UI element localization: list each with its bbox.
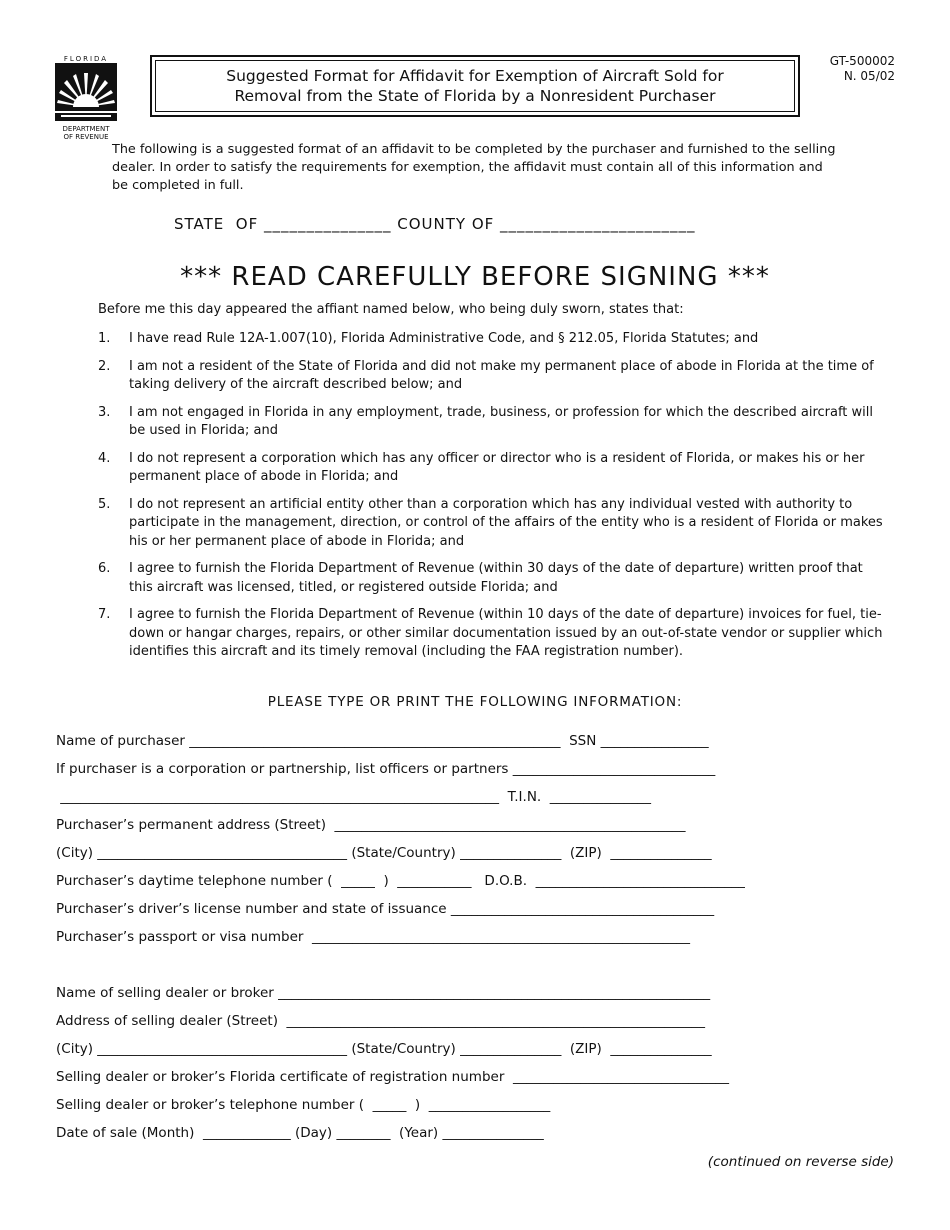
intro-paragraph: The following is a suggested format of an affidavit to be completed by the purchaser and furnished to the selling dealer. In order to satisfy the requirements for exemption, the affidavit must contain all of this information and be completed in full. xyxy=(112,142,836,193)
statement-number: 1. xyxy=(98,331,111,346)
dealer-address-field[interactable]: Address of selling dealer (Street) ______________________________________________________________ xyxy=(56,1013,706,1029)
purchaser-license-field[interactable]: Purchaser’s driver’s license number and state of issuance _______________________________________ xyxy=(56,901,715,917)
officers-tin-field[interactable]: _________________________________________________________________ T.I.N. _______________ xyxy=(56,789,652,805)
sale-date-field[interactable]: Date of sale (Month) _____________ (Day) ________ (Year) _______________ xyxy=(56,1125,544,1141)
statement-number: 5. xyxy=(98,496,111,512)
statement-item xyxy=(98,404,888,441)
form-number: GT-500002 xyxy=(829,54,895,68)
statement-number: 3. xyxy=(98,404,111,420)
statement-number: 4. xyxy=(98,450,111,466)
statement-text: I do not represent an artificial entity other than a corporation which has any individual vested with authority to participate in the management, direction, or control of the affairs of the entity who is a resident of Florida or makes his or her permanent place of abode in Florida; and xyxy=(129,496,883,549)
form-title-line2: Removal from the State of Florida by a Nonresident Purchaser xyxy=(234,87,716,105)
dealer-name-field[interactable]: Name of selling dealer or broker ________________________________________________________________ xyxy=(56,985,711,1001)
statement-text: I am not a resident of the State of Florida and did not make my permanent place of abode in Florida at the time of taking delivery of the aircraft described below; and xyxy=(129,358,874,392)
sunrise-icon xyxy=(55,63,117,121)
logo-dept-line2: OF REVENUE xyxy=(63,133,109,141)
dor-logo xyxy=(55,55,117,141)
purchaser-passport-field[interactable]: Purchaser’s passport or visa number ________________________________________________________ xyxy=(56,929,691,945)
form-title-box xyxy=(150,55,800,117)
spacer xyxy=(56,956,886,984)
statement-number: 2. xyxy=(98,358,111,374)
purchaser-city-field[interactable]: (City) _____________________________________ (State/Country) _______________ (ZIP) _______________ xyxy=(56,845,712,861)
statement-item xyxy=(98,358,888,395)
statement-item xyxy=(98,606,888,662)
form-title-line1: Suggested Format for Affidavit for Exemption of Aircraft Sold for xyxy=(226,67,724,85)
statement-item xyxy=(98,496,888,552)
statement-number: 6. xyxy=(98,561,111,576)
statement-item xyxy=(98,560,888,597)
dealer-cert-field[interactable]: Selling dealer or broker’s Florida certificate of registration number ________________________________ xyxy=(56,1069,729,1085)
statement-item xyxy=(98,450,888,487)
statement-list xyxy=(98,330,888,671)
warning-heading: *** READ CAREFULLY BEFORE SIGNING *** xyxy=(180,262,770,292)
info-fields xyxy=(56,732,886,1152)
state-county-line[interactable]: STATE OF _______________ COUNTY OF _______________________ xyxy=(174,215,696,233)
dealer-city-field[interactable]: (City) _____________________________________ (State/Country) _______________ (ZIP) _______________ xyxy=(56,1041,712,1057)
please-type-heading: PLEASE TYPE OR PRINT THE FOLLOWING INFORMATION: xyxy=(267,694,683,710)
statement-item xyxy=(98,330,888,349)
statement-text: I agree to furnish the Florida Department of Revenue (within 10 days of the date of departure) invoices for fuel, tie-down or hangar charges, repairs, or other similar documentation issued by an out-of-state vendor or supplier which identifies this aircraft and its timely removal (including the FAA registration number). xyxy=(129,607,883,659)
statement-text: I do not represent a corporation which has any officer or director who is a resident of Florida, or makes his or her permanent place of abode in Florida; and xyxy=(129,450,865,484)
logo-state-text: FLORIDA xyxy=(63,55,109,63)
preamble: Before me this day appeared the affiant named below, who being duly sworn, states that: xyxy=(98,302,684,317)
purchaser-address-field[interactable]: Purchaser’s permanent address (Street) ____________________________________________________ xyxy=(56,817,686,833)
statement-text: I have read Rule 12A-1.007(10), Florida Administrative Code, and § 212.05, Florida Statutes; and xyxy=(129,331,759,346)
statement-text: I am not engaged in Florida in any employment, trade, business, or profession for which the described aircraft will be used in Florida; and xyxy=(129,404,874,438)
logo-dept-line1: DEPARTMENT xyxy=(62,125,110,133)
form-number-block xyxy=(830,54,895,84)
dealer-phone-field[interactable]: Selling dealer or broker’s telephone number ( _____ ) __________________ xyxy=(56,1097,551,1113)
officers-field[interactable]: If purchaser is a corporation or partnership, list officers or partners ______________________________ xyxy=(56,761,716,777)
statement-number: 7. xyxy=(98,607,111,622)
continued-note: (continued on reverse side) xyxy=(707,1154,894,1170)
form-revision: N. 05/02 xyxy=(843,69,895,83)
purchaser-phone-field[interactable]: Purchaser’s daytime telephone number ( _____ ) ___________ D.O.B. _______________________________ xyxy=(56,873,745,889)
statement-text: I agree to furnish the Florida Department of Revenue (within 30 days of the date of departure) written proof that this aircraft was licensed, titled, or registered outside Florida; and xyxy=(129,561,863,595)
purchaser-name-field[interactable]: Name of purchaser _______________________________________________________ SSN ________________ xyxy=(56,733,709,749)
